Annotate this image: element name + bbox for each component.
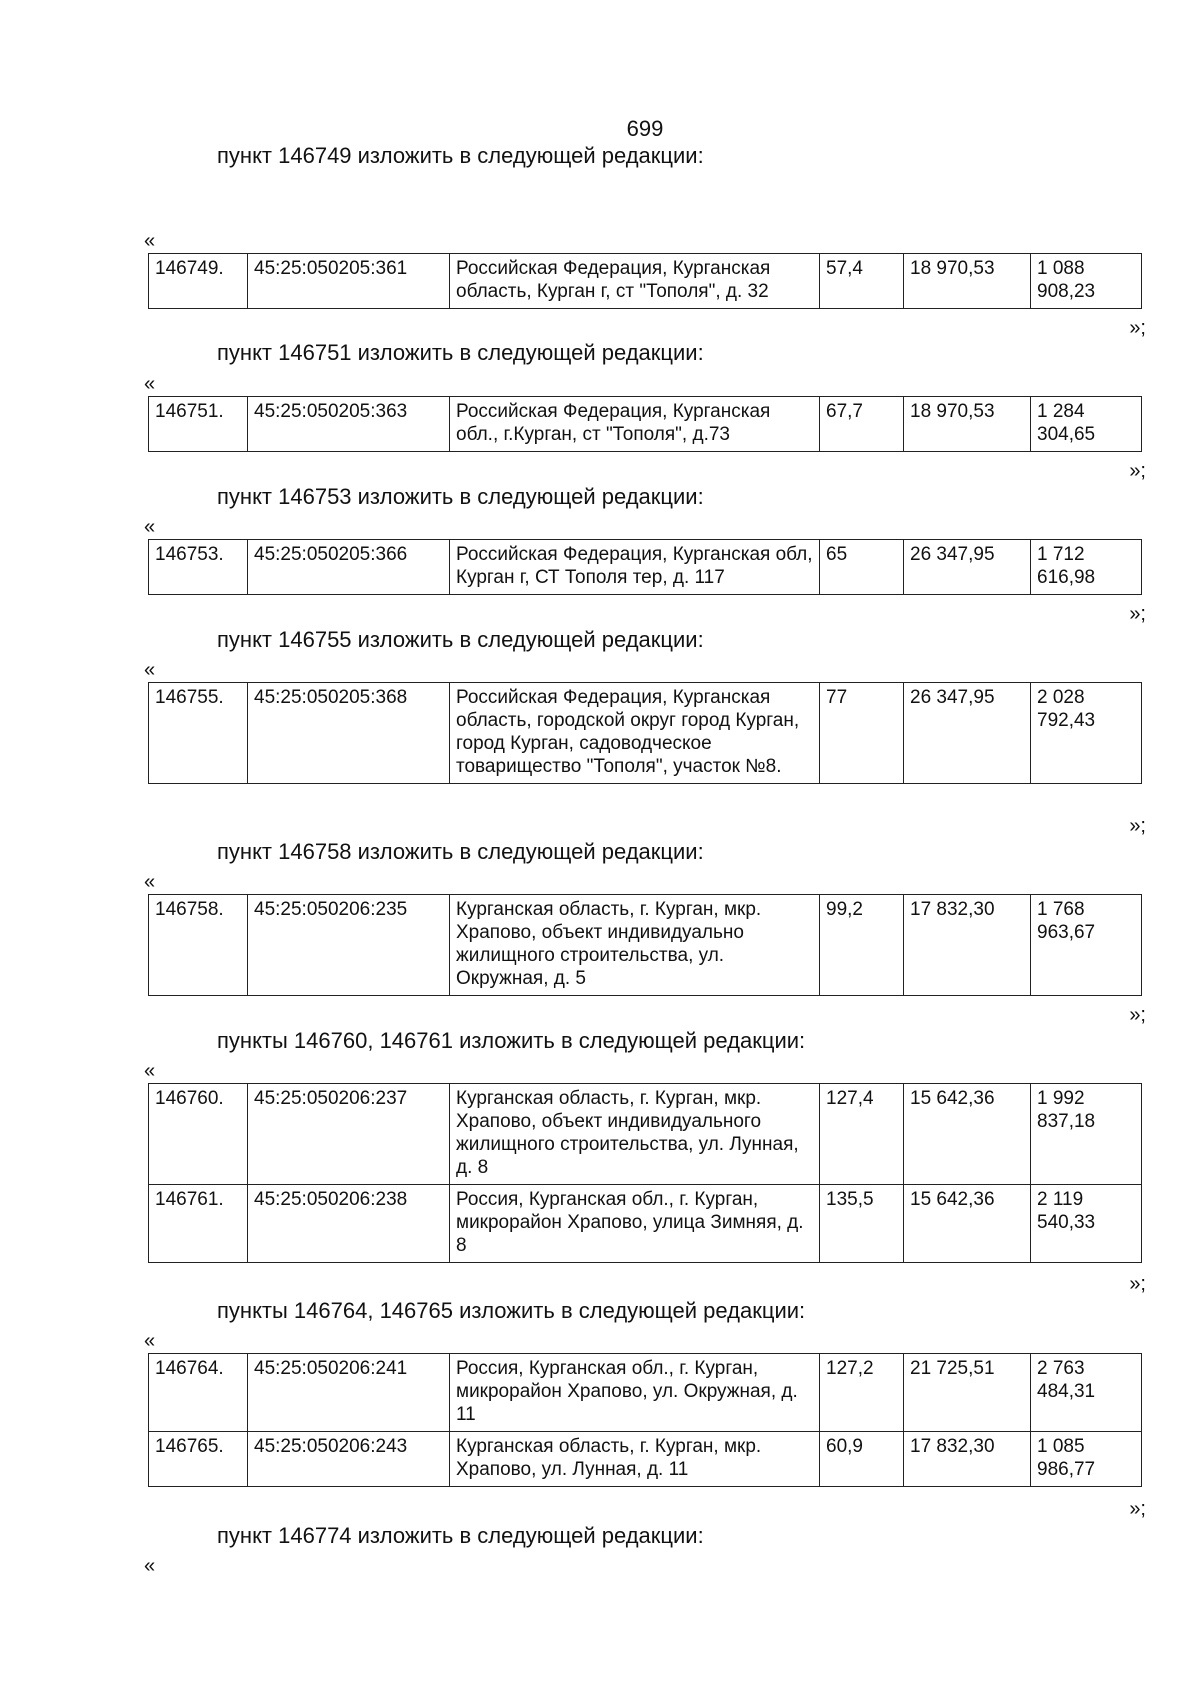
closing-quote: »; xyxy=(1129,603,1146,625)
amendment-table xyxy=(148,1353,1142,1487)
table-row xyxy=(149,683,1142,784)
address-cell: Курганская область, г. Курган, мкр. Храпово, объект индивидуального жилищного строительства, ул. Лунная, д. 8 xyxy=(450,1084,820,1185)
opening-quote: « xyxy=(144,1330,156,1352)
closing-quote: »; xyxy=(1129,317,1146,339)
address-cell: Курганская область, г. Курган, мкр. Храпово, ул. Лунная, д. 11 xyxy=(450,1432,820,1487)
amendment-heading: пункт 146749 изложить в следующей редакции: xyxy=(217,143,704,168)
table-row xyxy=(149,895,1142,996)
row-number-cell: 146753. xyxy=(149,540,248,595)
opening-quote: « xyxy=(144,230,156,252)
amendment-table xyxy=(148,894,1142,996)
opening-quote: « xyxy=(144,1555,156,1577)
address-cell: Россия, Курганская обл., г. Курган, микрорайон Храпово, улица Зимняя, д. 8 xyxy=(450,1185,820,1263)
address-cell: Курганская область, г. Курган, мкр. Храпово, объект индивидуально жилищного строительства, ул. Окружная, д. 5 xyxy=(450,895,820,996)
address-cell: Российская Федерация, Курганская обл, Курган г, СТ Тополя тер, д. 117 xyxy=(450,540,820,595)
row-number-cell: 146760. xyxy=(149,1084,248,1185)
cadastral-number-cell: 45:25:050206:237 xyxy=(248,1084,450,1185)
area-cell: 127,2 xyxy=(820,1354,904,1432)
cadastral-number-cell: 45:25:050205:368 xyxy=(248,683,450,784)
cadastral-value-cell: 1 768 963,67 xyxy=(1031,895,1142,996)
row-number-cell: 146758. xyxy=(149,895,248,996)
closing-quote: »; xyxy=(1129,1004,1146,1026)
row-number-cell: 146755. xyxy=(149,683,248,784)
address-cell: Российская Федерация, Курганская область, городской округ город Курган, город Курган, садоводческое товарищество "Тополя", участок №8. xyxy=(450,683,820,784)
table-row xyxy=(149,1354,1142,1432)
area-cell: 60,9 xyxy=(820,1432,904,1487)
cadastral-value-cell: 1 085 986,77 xyxy=(1031,1432,1142,1487)
row-number-cell: 146749. xyxy=(149,254,248,309)
cadastral-value-cell: 1 284 304,65 xyxy=(1031,397,1142,452)
opening-quote: « xyxy=(144,871,156,893)
cadastral-number-cell: 45:25:050206:241 xyxy=(248,1354,450,1432)
opening-quote: « xyxy=(144,516,156,538)
amendment-heading: пункт 146774 изложить в следующей редакции: xyxy=(217,1523,704,1548)
cadastral-number-cell: 45:25:050205:363 xyxy=(248,397,450,452)
area-cell: 57,4 xyxy=(820,254,904,309)
amendment-heading: пункт 146753 изложить в следующей редакции: xyxy=(217,484,704,509)
amendment-table xyxy=(148,682,1142,784)
table-row xyxy=(149,254,1142,309)
amendment-heading: пункт 146755 изложить в следующей редакции: xyxy=(217,627,704,652)
amendment-heading: пункты 146764, 146765 изложить в следующей редакции: xyxy=(217,1298,806,1323)
cadastral-value-cell: 1 992 837,18 xyxy=(1031,1084,1142,1185)
price-per-unit-cell: 26 347,95 xyxy=(904,540,1031,595)
page-number: 699 xyxy=(626,116,664,141)
price-per-unit-cell: 15 642,36 xyxy=(904,1185,1031,1263)
amendment-heading: пункт 146758 изложить в следующей редакции: xyxy=(217,839,704,864)
row-number-cell: 146765. xyxy=(149,1432,248,1487)
amendment-table xyxy=(148,396,1142,452)
price-per-unit-cell: 26 347,95 xyxy=(904,683,1031,784)
area-cell: 65 xyxy=(820,540,904,595)
area-cell: 99,2 xyxy=(820,895,904,996)
closing-quote: »; xyxy=(1129,460,1146,482)
amendment-table xyxy=(148,539,1142,595)
closing-quote: »; xyxy=(1129,1498,1146,1520)
price-per-unit-cell: 15 642,36 xyxy=(904,1084,1031,1185)
area-cell: 77 xyxy=(820,683,904,784)
table-row xyxy=(149,1185,1142,1263)
amendment-heading: пункт 146751 изложить в следующей редакции: xyxy=(217,340,704,365)
price-per-unit-cell: 21 725,51 xyxy=(904,1354,1031,1432)
address-cell: Российская Федерация, Курганская обл., г.Курган, ст "Тополя", д.73 xyxy=(450,397,820,452)
price-per-unit-cell: 18 970,53 xyxy=(904,397,1031,452)
area-cell: 67,7 xyxy=(820,397,904,452)
area-cell: 127,4 xyxy=(820,1084,904,1185)
cadastral-number-cell: 45:25:050205:366 xyxy=(248,540,450,595)
address-cell: Российская Федерация, Курганская область, Курган г, ст "Тополя", д. 32 xyxy=(450,254,820,309)
table-row xyxy=(149,1432,1142,1487)
opening-quote: « xyxy=(144,659,156,681)
price-per-unit-cell: 17 832,30 xyxy=(904,1432,1031,1487)
cadastral-value-cell: 1 088 908,23 xyxy=(1031,254,1142,309)
opening-quote: « xyxy=(144,1060,156,1082)
closing-quote: »; xyxy=(1129,1273,1146,1295)
closing-quote: »; xyxy=(1129,815,1146,837)
cadastral-value-cell: 1 712 616,98 xyxy=(1031,540,1142,595)
table-row xyxy=(149,397,1142,452)
amendment-heading: пункты 146760, 146761 изложить в следующей редакции: xyxy=(217,1028,806,1053)
address-cell: Россия, Курганская обл., г. Курган, микрорайон Храпово, ул. Окружная, д. 11 xyxy=(450,1354,820,1432)
cadastral-number-cell: 45:25:050206:238 xyxy=(248,1185,450,1263)
row-number-cell: 146761. xyxy=(149,1185,248,1263)
cadastral-value-cell: 2 028 792,43 xyxy=(1031,683,1142,784)
cadastral-number-cell: 45:25:050205:361 xyxy=(248,254,450,309)
cadastral-number-cell: 45:25:050206:243 xyxy=(248,1432,450,1487)
cadastral-value-cell: 2 763 484,31 xyxy=(1031,1354,1142,1432)
area-cell: 135,5 xyxy=(820,1185,904,1263)
amendment-table xyxy=(148,1083,1142,1263)
cadastral-value-cell: 2 119 540,33 xyxy=(1031,1185,1142,1263)
row-number-cell: 146764. xyxy=(149,1354,248,1432)
amendment-table xyxy=(148,253,1142,309)
table-row xyxy=(149,540,1142,595)
opening-quote: « xyxy=(144,373,156,395)
cadastral-number-cell: 45:25:050206:235 xyxy=(248,895,450,996)
row-number-cell: 146751. xyxy=(149,397,248,452)
price-per-unit-cell: 18 970,53 xyxy=(904,254,1031,309)
price-per-unit-cell: 17 832,30 xyxy=(904,895,1031,996)
table-row xyxy=(149,1084,1142,1185)
